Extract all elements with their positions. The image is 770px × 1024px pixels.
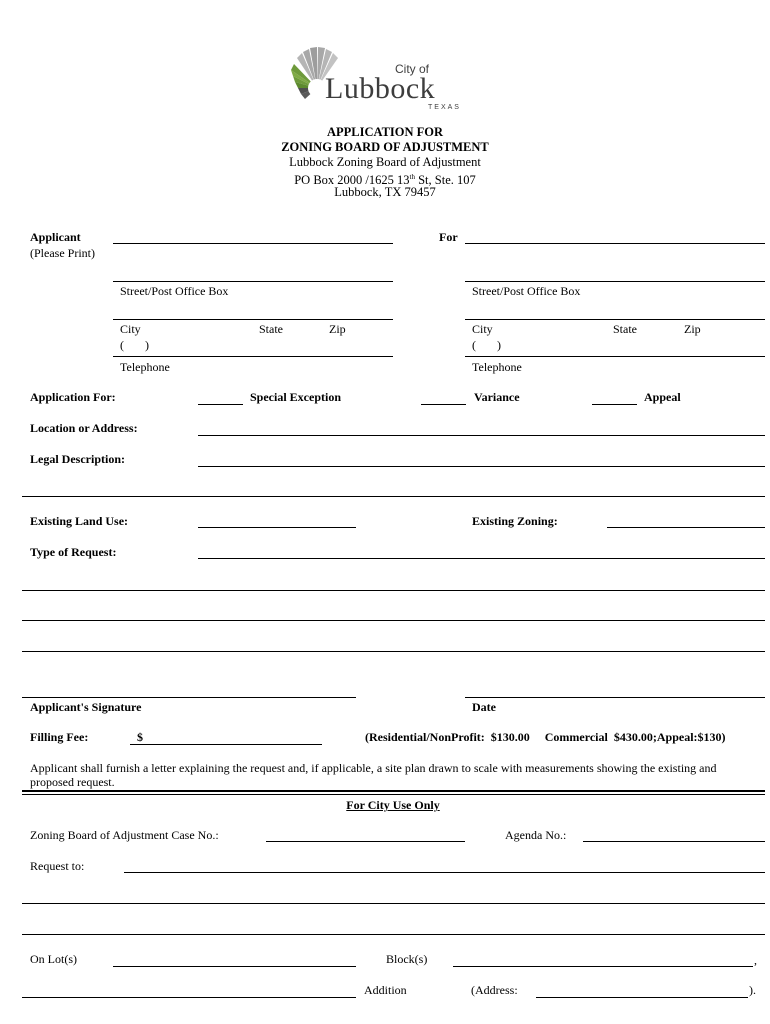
- for-telephone-label: Telephone: [472, 360, 522, 374]
- city-use-title: For City Use Only: [346, 798, 440, 812]
- type-of-request-field-4[interactable]: [22, 651, 765, 652]
- for-phone-field[interactable]: [465, 356, 765, 357]
- blocks-label: Block(s): [386, 952, 428, 966]
- filing-fee-label: Filling Fee:: [30, 730, 89, 744]
- applicant-zip-label: Zip: [329, 322, 346, 336]
- blocks-comma: ,: [754, 953, 757, 967]
- applicant-area-code: ( ): [120, 338, 149, 352]
- for-street-field[interactable]: [465, 281, 765, 282]
- type-of-request-field-3[interactable]: [22, 620, 765, 621]
- applicant-street-label: Street/Post Office Box: [120, 284, 229, 298]
- for-city-field[interactable]: [465, 319, 765, 320]
- city-logo: [285, 42, 475, 114]
- legal-description-label: Legal Description:: [30, 452, 125, 466]
- type-of-request-field-2[interactable]: [22, 590, 765, 591]
- date-field[interactable]: [465, 697, 765, 698]
- applicant-street-field[interactable]: [113, 281, 393, 282]
- on-lots-label: On Lot(s): [30, 952, 77, 966]
- logo-city-of: City of: [395, 62, 430, 76]
- appeal-check[interactable]: [592, 404, 637, 405]
- appeal-label: Appeal: [644, 390, 681, 404]
- section-divider-2: [22, 794, 765, 795]
- for-name-field[interactable]: [465, 243, 765, 244]
- applicant-state-label: State: [259, 322, 283, 336]
- office-address-main: PO Box 2000 /1625 13: [294, 173, 410, 188]
- existing-zoning-label: Existing Zoning:: [472, 514, 558, 528]
- special-exception-label: Special Exception: [250, 390, 342, 404]
- application-for-label: Application For:: [30, 390, 116, 404]
- addition-field[interactable]: [22, 997, 356, 998]
- variance-check[interactable]: [421, 404, 466, 405]
- section-divider: [22, 790, 765, 792]
- applicant-please-print: (Please Print): [30, 246, 95, 260]
- request-to-field-2[interactable]: [22, 903, 765, 904]
- legal-description-field[interactable]: [198, 466, 765, 467]
- request-to-label: Request to:: [30, 859, 85, 873]
- request-to-field[interactable]: [124, 872, 765, 873]
- applicant-telephone-label: Telephone: [120, 360, 170, 374]
- legal-description-field-2[interactable]: [22, 496, 765, 497]
- form-subtitle: ZONING BOARD OF ADJUSTMENT: [281, 140, 489, 154]
- address-field[interactable]: [536, 997, 748, 998]
- office-address-post: St, Ste. 107: [414, 173, 476, 188]
- agenda-no-label: Agenda No.:: [505, 828, 567, 842]
- case-no-label: Zoning Board of Adjustment Case No.:: [30, 828, 219, 842]
- office-name: Lubbock Zoning Board of Adjustment: [289, 155, 481, 169]
- form-title: APPLICATION FOR: [326, 125, 444, 139]
- case-no-field[interactable]: [266, 841, 465, 842]
- signature-field[interactable]: [22, 697, 356, 698]
- applicant-name-field[interactable]: [113, 243, 393, 244]
- letter-requirement-note: Applicant shall furnish a letter explaining the request and, if applicable, a site plan drawn to scale with measurements showing the existing and proposed request.: [30, 761, 717, 789]
- agenda-no-field[interactable]: [583, 841, 765, 842]
- for-street-label: Street/Post Office Box: [472, 284, 581, 298]
- address-open-label: (Address:: [471, 983, 518, 997]
- logo-state: TEXAS: [428, 104, 461, 111]
- for-city-label: City: [472, 322, 493, 336]
- dollar-sign: $: [137, 730, 143, 744]
- location-label: Location or Address:: [30, 421, 138, 435]
- signature-label: Applicant's Signature: [30, 700, 142, 714]
- addition-label: Addition: [364, 983, 407, 997]
- applicant-city-field[interactable]: [113, 319, 393, 320]
- blocks-field[interactable]: [453, 966, 753, 967]
- type-of-request-label: Type of Request:: [30, 545, 117, 559]
- location-field[interactable]: [198, 435, 765, 436]
- on-lots-field[interactable]: [113, 966, 356, 967]
- variance-label: Variance: [474, 390, 520, 404]
- for-state-label: State: [613, 322, 637, 336]
- address-close-label: ).: [749, 983, 756, 997]
- request-to-field-3[interactable]: [22, 934, 765, 935]
- office-city: Lubbock, TX 79457: [334, 185, 436, 199]
- for-area-code: ( ): [472, 338, 501, 352]
- filing-fee-field[interactable]: [130, 744, 322, 745]
- existing-zoning-field[interactable]: [607, 527, 765, 528]
- existing-land-use-field[interactable]: [198, 527, 356, 528]
- logo-name: Lubbock: [325, 72, 436, 105]
- date-label: Date: [472, 700, 496, 714]
- for-zip-label: Zip: [684, 322, 701, 336]
- type-of-request-field[interactable]: [198, 558, 765, 559]
- for-label: For: [439, 230, 458, 244]
- special-exception-check[interactable]: [198, 404, 243, 405]
- applicant-city-label: City: [120, 322, 141, 336]
- applicant-phone-field[interactable]: [113, 356, 393, 357]
- existing-land-use-label: Existing Land Use:: [30, 514, 129, 528]
- applicant-label: Applicant: [30, 230, 81, 244]
- fee-schedule-note: (Residential/NonProfit: $130.00 Commercial $430.00;Appeal:$130): [365, 730, 726, 744]
- office-address-sup: th: [409, 173, 415, 181]
